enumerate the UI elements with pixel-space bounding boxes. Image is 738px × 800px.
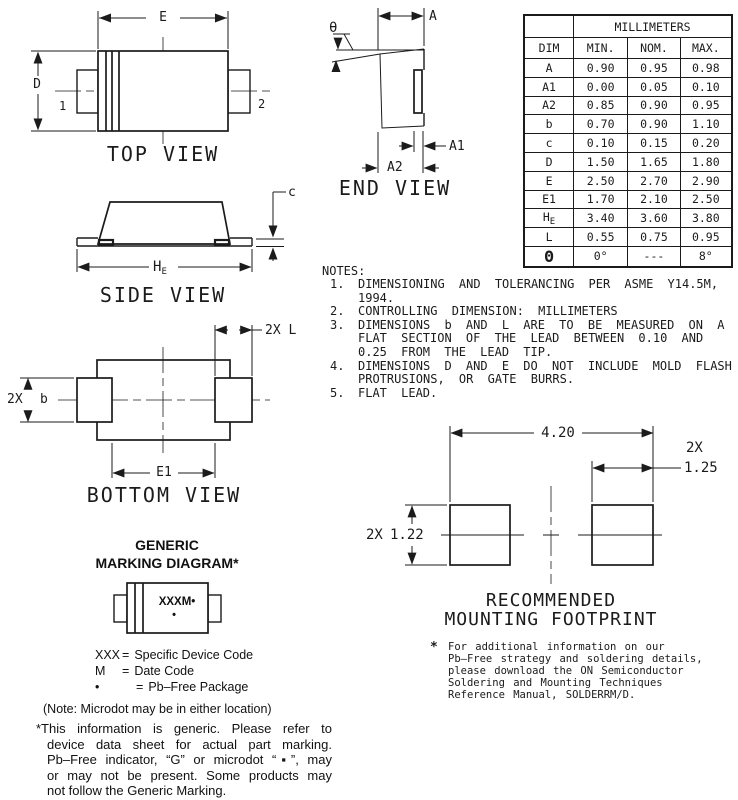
marking-heading-line1: GENERIC <box>135 537 199 553</box>
cell-max: 0.95 <box>680 228 732 247</box>
legend-row <box>95 648 253 663</box>
footprint-count-w-label: 2X <box>686 440 703 456</box>
footnote-line: Pb–Free strategy and soldering details, <box>448 653 703 666</box>
note-line <box>322 278 736 292</box>
cell-min: 1.50 <box>574 152 628 171</box>
footnote-line: Soldering and Mounting Techniques <box>448 677 663 690</box>
cell-max: 0.10 <box>680 77 732 96</box>
note-number: 5. <box>330 385 345 400</box>
top-view-linework <box>31 11 272 144</box>
note-line <box>322 387 736 401</box>
col-header-min: MIN. <box>574 38 628 59</box>
footprint-pad-width-label: 1.25 <box>684 460 718 476</box>
soldering-footnote <box>448 641 703 701</box>
legend-equals: = <box>136 680 144 694</box>
footnote-line: For additional information on our <box>448 641 665 653</box>
side-view-linework <box>77 192 286 272</box>
legend-symbol: M <box>95 664 106 678</box>
marking-microdot: • <box>172 609 176 621</box>
cell-dim: A <box>524 59 574 78</box>
cell-dim: Θ <box>524 246 574 267</box>
note-text: DIMENSIONS D AND E DO NOT INCLUDE MOLD FLASH <box>358 358 732 373</box>
cell-min: 3.40 <box>574 209 628 228</box>
cell-dim: A2 <box>524 96 574 115</box>
side-view-label: SIDE VIEW <box>99 283 227 307</box>
col-header-dim: DIM <box>524 38 574 59</box>
bottom-view-linework <box>20 325 270 478</box>
cell-nom: 2.10 <box>628 190 680 209</box>
note-line <box>322 373 736 387</box>
cell-nom: 0.95 <box>628 59 680 78</box>
cell-max: 2.90 <box>680 171 732 190</box>
soldering-footnote-bullet: * <box>430 640 438 655</box>
legend-desc: Specific Device Code <box>134 648 254 662</box>
dim-label-theta: θ <box>329 20 338 36</box>
cell-nom: --- <box>628 246 680 267</box>
table-row <box>524 96 732 115</box>
cell-nom: 1.65 <box>628 152 680 171</box>
note-number: 1. <box>330 277 345 291</box>
cell-min: 0.55 <box>574 228 628 247</box>
generic-marking-footnote <box>36 721 332 799</box>
note-text: PROTRUSIONS, OR GATE BURRS. <box>358 372 575 387</box>
cell-nom: 0.90 <box>628 96 680 115</box>
note-text: FLAT SECTION OF THE LEAD BETWEEN 0.10 AND <box>358 331 704 346</box>
legend-row <box>95 664 194 679</box>
legend-equals: = <box>122 648 130 662</box>
dim-label-a: A <box>429 9 437 24</box>
cell-min: 2.50 <box>574 171 628 190</box>
table-row <box>524 115 732 134</box>
cell-dim <box>524 209 574 228</box>
dim-label-e1: E1 <box>156 465 172 480</box>
note-line <box>322 292 736 306</box>
legend-equals: = <box>122 664 130 678</box>
cell-max: 2.50 <box>680 190 732 209</box>
cell-dim: E1 <box>524 190 574 209</box>
cell-max: 0.95 <box>680 96 732 115</box>
cell-min: 0.70 <box>574 115 628 134</box>
table-corner-cell <box>524 15 574 38</box>
col-header-max: MAX. <box>680 38 732 59</box>
legend-symbol: XXX <box>95 648 121 662</box>
dim-label-2x-b-prefix: 2X <box>7 392 23 407</box>
note-line <box>322 319 736 333</box>
marking-heading-line2: MARKING DIAGRAM* <box>95 555 239 571</box>
footprint-caption-line2: MOUNTING FOOTPRINT <box>444 609 658 630</box>
dim-label-a2: A2 <box>387 160 403 175</box>
cell-nom: 0.90 <box>628 115 680 134</box>
bottom-view-label: BOTTOM VIEW <box>86 483 242 507</box>
he-sub: E <box>549 216 556 227</box>
table-row <box>524 77 732 96</box>
note-number: 3. <box>330 317 345 332</box>
cell-max: 8° <box>680 246 732 267</box>
marking-package-linework <box>114 583 221 633</box>
cell-dim: E <box>524 171 574 190</box>
cell-nom: 3.60 <box>628 209 680 228</box>
dim-label-he <box>153 259 167 277</box>
table-row <box>524 152 732 171</box>
cell-dim: b <box>524 115 574 134</box>
cell-dim: D <box>524 152 574 171</box>
cell-min: 0° <box>574 246 628 267</box>
cell-dim: c <box>524 134 574 153</box>
note-number: 2. <box>330 304 345 319</box>
cell-min: 0.00 <box>574 77 628 96</box>
note-text: DIMENSIONS b AND L ARE TO BE MEASURED ON A <box>358 317 725 332</box>
note-line <box>322 305 736 319</box>
legend-desc: Pb–Free Package <box>148 680 249 694</box>
footprint-pad-height-label: 1.22 <box>390 527 424 543</box>
note-text: CONTROLLING DIMENSION: MILLIMETERS <box>358 304 618 319</box>
he-main: H <box>153 259 162 275</box>
cell-nom: 0.75 <box>628 228 680 247</box>
cell-max: 0.98 <box>680 59 732 78</box>
footnote-line: Pb–Free indicator, “G” or microdot “▪”, may <box>47 752 332 767</box>
note-text: FLAT LEAD. <box>358 385 438 400</box>
note-text: 0.25 FROM THE LEAD TIP. <box>358 344 553 359</box>
he-main: H <box>542 209 550 224</box>
cell-nom: 0.05 <box>628 77 680 96</box>
dim-label-2xl: 2X L <box>265 323 297 338</box>
cell-nom: 0.15 <box>628 134 680 153</box>
cell-max: 0.20 <box>680 134 732 153</box>
footprint-caption-line1: RECOMMENDED <box>485 590 617 611</box>
table-header-row <box>524 38 732 59</box>
cell-min: 0.90 <box>574 59 628 78</box>
table-row <box>524 190 732 209</box>
footprint-linework <box>405 426 681 584</box>
cell-min: 1.70 <box>574 190 628 209</box>
top-view-label: TOP VIEW <box>106 142 220 166</box>
dim-label-c: c <box>288 185 296 200</box>
table-row <box>524 209 732 228</box>
legend-symbol: • <box>95 680 100 694</box>
cell-max: 1.10 <box>680 115 732 134</box>
cell-min: 0.85 <box>574 96 628 115</box>
footnote-line: device data sheet for actual part marking. <box>47 736 332 752</box>
table-row <box>524 134 732 153</box>
table-units-header: MILLIMETERS <box>574 15 732 38</box>
dim-label-e: E <box>159 10 167 25</box>
pin-1-label: 1 <box>59 99 67 113</box>
dimension-table <box>523 14 733 268</box>
end-view-label: END VIEW <box>338 176 452 200</box>
marking-note: (Note: Microdot may be in either location) <box>43 702 272 716</box>
pin-2-label: 2 <box>258 97 266 111</box>
footnote-line: or may not be present. Some products may <box>47 767 332 783</box>
dim-label-b: b <box>40 392 48 407</box>
footprint-count-h-label: 2X <box>366 527 383 543</box>
dim-label-d: D <box>33 77 41 92</box>
end-view-linework <box>332 8 446 173</box>
notes-section <box>322 264 736 400</box>
footnote-line: *This information is generic. Please refer to <box>36 721 332 736</box>
cell-min: 0.10 <box>574 134 628 153</box>
cell-dim: L <box>524 228 574 247</box>
note-text: DIMENSIONING AND TOLERANCING PER ASME Y14.5M, <box>358 277 719 291</box>
table-row <box>524 228 732 247</box>
notes-title: NOTES: <box>322 264 366 278</box>
note-line <box>322 360 736 374</box>
marking-device-code: XXXM• <box>158 596 196 608</box>
cell-dim: A1 <box>524 77 574 96</box>
cell-nom: 2.70 <box>628 171 680 190</box>
table-units-row <box>524 15 732 38</box>
footprint-pitch-label: 4.20 <box>541 425 575 441</box>
table-row <box>524 171 732 190</box>
cell-max: 3.80 <box>680 209 732 228</box>
legend-desc: Date Code <box>134 664 195 678</box>
table-row <box>524 59 732 78</box>
footnote-line: please download the ON Semiconductor <box>448 665 684 678</box>
note-number: 4. <box>330 358 345 373</box>
note-line <box>322 332 736 346</box>
col-header-nom: NOM. <box>628 38 680 59</box>
footnote-line: not follow the Generic Marking. <box>47 783 227 798</box>
note-text: 1994. <box>358 290 395 305</box>
note-line <box>322 346 736 360</box>
he-sub: E <box>161 267 167 277</box>
legend-row <box>95 680 248 695</box>
dim-label-a1: A1 <box>449 139 465 154</box>
cell-max: 1.80 <box>680 152 732 171</box>
footnote-line: Reference Manual, SOLDERRM/D. <box>448 689 636 702</box>
